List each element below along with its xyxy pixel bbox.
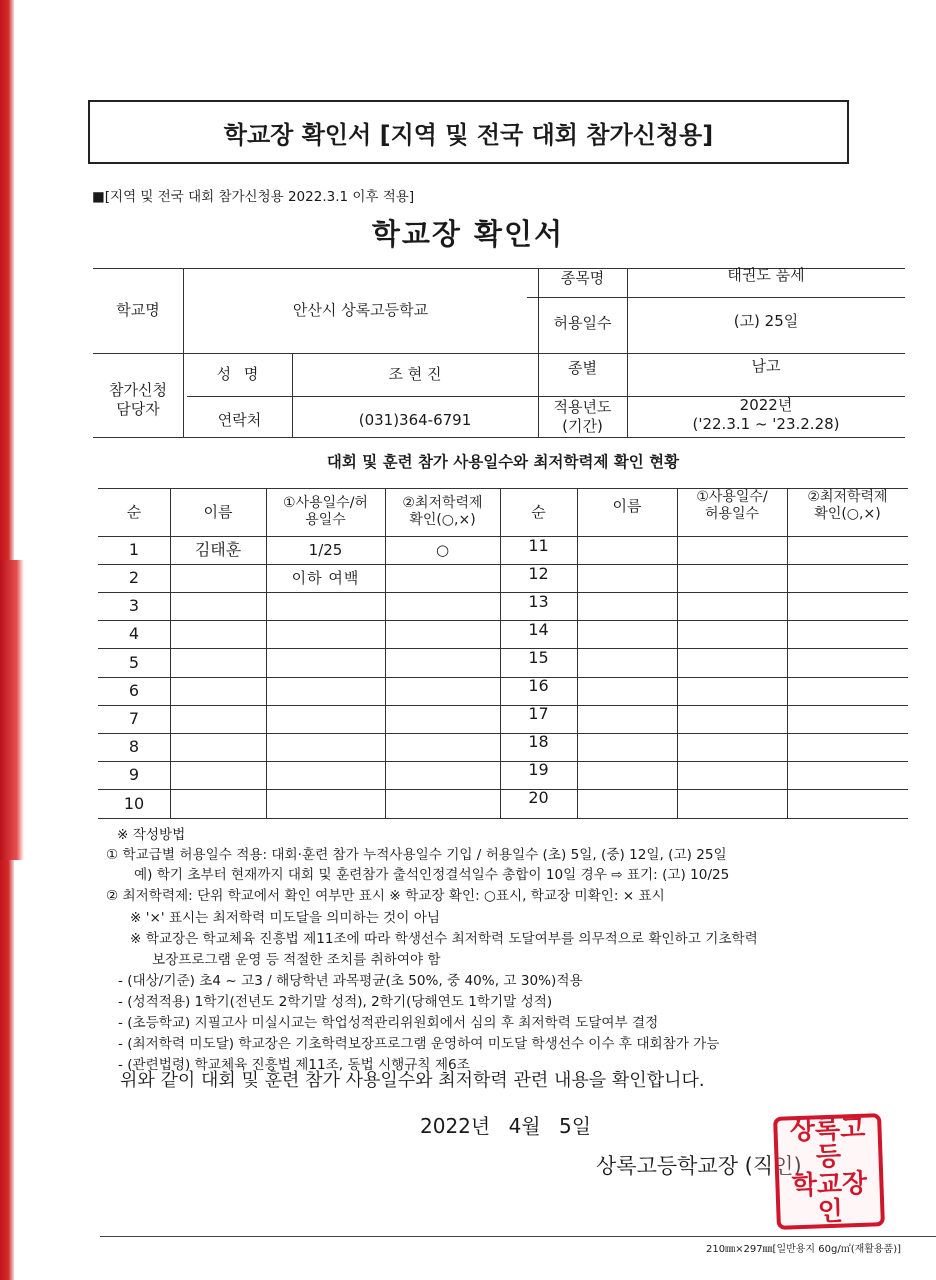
- detail-5: - (관련법령) 학교체육 진흥법 제11조, 동법 시행규칙 제6조: [118, 1057, 470, 1073]
- note-4a: ※ 학교장은 학교체육 진흥법 제11조에 따라 학생선수 최저학력 도달여부를 의무적으로 확인하고 기초학력: [130, 931, 758, 947]
- header-name: 이름: [203, 502, 233, 521]
- allowed-days-label: 허용일수: [553, 313, 612, 332]
- row-no: 6: [128, 681, 140, 700]
- note-3: ※ '×' 표시는 최저학력 미도달을 의미하는 것이 아님: [130, 910, 440, 926]
- detail-2: - (성적적용) 1학기(전년도 2학기말 성적), 2학기(당해연도 1학기말 성적): [118, 994, 553, 1010]
- note-1b: 예) 학기 초부터 현재까지 대회 및 훈련참가 출석인정결석일수 총합이 10일 경우 ⇨ 표기: (고) 10/25: [134, 867, 730, 883]
- paper-spec: 210㎜×297㎜[일반용지 60g/㎡(재활용품)]: [706, 1244, 902, 1255]
- issue-date: 2022년 4월 5일: [420, 1114, 592, 1138]
- row-no-2: 16: [528, 676, 549, 695]
- confirmation-text: 위와 같이 대회 및 훈련 참가 사용일수와 최저학력 관련 내용을 확인합니다.: [120, 1070, 705, 1091]
- note-2: ② 최저학력제: 단위 학교에서 확인 여부만 표시 ※ 학교장 확인: ○표시, 학교장 미확인: × 표시: [106, 888, 665, 904]
- row-no: 1: [128, 540, 140, 559]
- event-value: 태권도 품세: [727, 265, 805, 284]
- name-label: 성 명: [216, 365, 263, 384]
- subtitle: ■[지역 및 전국 대회 참가신청용 2022.3.1 이후 적용]: [92, 189, 415, 205]
- gender-label: 종별: [568, 359, 597, 378]
- header-days-2: ①사용일수/ 허용일수: [696, 488, 768, 522]
- row-no-2: 11: [528, 536, 549, 555]
- row-no: 3: [128, 596, 140, 615]
- row-days: 1/25: [308, 540, 343, 559]
- row-no-2: 17: [528, 704, 549, 723]
- header-no: 순: [126, 502, 142, 521]
- row-no: 2: [128, 568, 140, 587]
- header-academic-2: ②최저학력제 확인(○,×): [807, 488, 888, 522]
- manager-label: 참가신청 담당자: [109, 381, 167, 418]
- header-name-2: 이름: [612, 496, 642, 515]
- row-no-2: 20: [528, 788, 549, 807]
- year-label: 적용년도 (기간): [553, 397, 612, 435]
- row-no: 7: [128, 709, 140, 728]
- event-label: 종목명: [560, 268, 605, 287]
- name-value: 조 현 진: [388, 365, 442, 384]
- detail-1: - (대상/기준) 초4 ~ 고3 / 해당학년 과목평균(초 50%, 중 40%, 고 30%)적용: [118, 973, 583, 989]
- red-paper-edge-shadow: [0, 560, 24, 860]
- row-days: 이하 여백: [291, 568, 360, 587]
- boxed-title: 학교장 확인서 [지역 및 전국 대회 참가신청용]: [88, 100, 849, 164]
- header-academic: ②최저학력제 확인(○,×): [402, 494, 483, 528]
- contact-value: (031)364-6791: [358, 410, 472, 429]
- note-4b: 보장프로그램 운영 등 적절한 조치를 취하여야 함: [152, 952, 441, 968]
- row-no: 8: [128, 737, 140, 756]
- page-title: 학교장 확인서: [371, 217, 565, 251]
- seal-text: 상록고등 학교장인: [789, 1113, 868, 1228]
- row-no: 4: [128, 624, 140, 643]
- row-no: 10: [123, 793, 145, 813]
- row-no: 5: [128, 652, 140, 672]
- signer: 상록고등학교장 (직인): [596, 1154, 802, 1178]
- row-no-2: 18: [528, 732, 549, 751]
- row-no: 9: [128, 765, 140, 784]
- notes-heading: ※ 작성방법: [117, 827, 186, 843]
- allowed-days-value: (고) 25일: [733, 311, 799, 330]
- row-no-2: 19: [528, 760, 549, 779]
- header-no-2: 순: [531, 502, 546, 521]
- official-seal: [773, 1113, 885, 1230]
- year-value: 2022년 ('22.3.1 ~ '23.2.28): [692, 395, 840, 433]
- detail-4: - (최저학력 미도달) 학교장은 기초학력보장프로그램 운영하여 미도달 학생선수 이수 후 대회참가 가능: [118, 1036, 720, 1052]
- row-no-2: 12: [528, 564, 549, 583]
- row-no-2: 14: [528, 620, 549, 639]
- gender-value: 남고: [751, 357, 781, 376]
- footer-divider: [100, 1236, 936, 1237]
- contact-label: 연락처: [217, 410, 262, 429]
- row-academic: ○: [435, 540, 450, 559]
- row-name: 김태훈: [194, 540, 242, 559]
- row-no-2: 15: [528, 648, 549, 667]
- school-value: 안산시 상록고등학교: [292, 301, 429, 320]
- school-label: 학교명: [116, 301, 160, 320]
- header-days: ①사용일수/허 용일수: [283, 494, 368, 528]
- section-title: 대회 및 훈련 참가 사용일수와 최저학력제 확인 현황: [326, 453, 680, 471]
- row-no-2: 13: [528, 592, 549, 611]
- detail-3: - (초등학교) 지필고사 미실시교는 학업성적관리위원회에서 심의 후 최저학력 도달여부 결정: [118, 1015, 659, 1031]
- note-1a: ① 학교급별 허용일수 적용: 대회·훈련 참가 누적사용일수 기입 / 허용일수 (초) 5일, (중) 12일, (고) 25일: [106, 847, 727, 863]
